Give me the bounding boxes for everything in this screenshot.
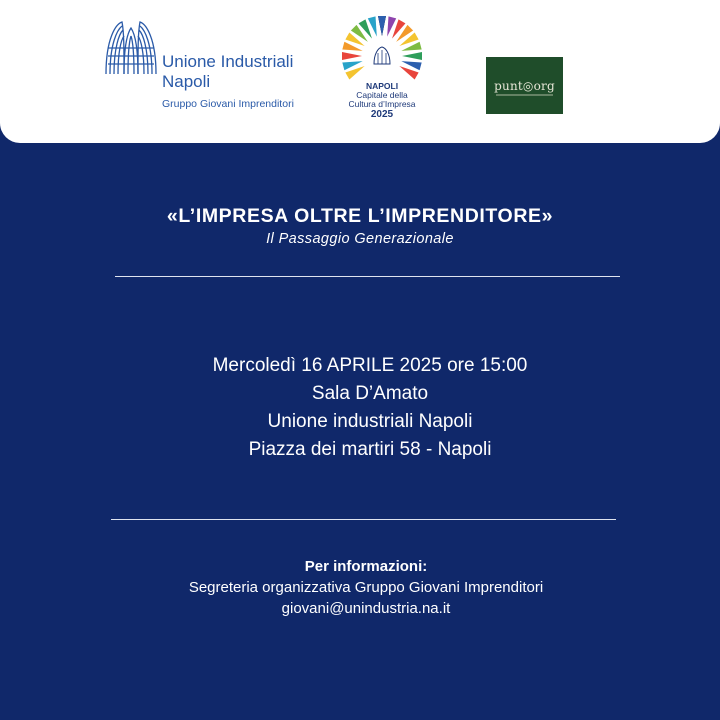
punto-org-logo — [486, 57, 563, 114]
logo-line-gruppo-giovani: Gruppo Giovani Imprenditori — [162, 98, 294, 110]
event-title-block — [0, 204, 720, 249]
unione-industriali-emblem-icon — [102, 18, 160, 76]
logo-napoli-year: 2025 — [370, 109, 394, 120]
divider-bottom — [111, 519, 616, 520]
divider-top — [115, 276, 620, 277]
contact-organization: Segreteria organizzativa Gruppo Giovani Imprenditori — [188, 579, 544, 596]
event-details — [0, 352, 720, 464]
header-banner — [0, 0, 720, 143]
event-subtitle: Il Passaggio Generazionale — [266, 231, 454, 247]
logo-napoli-line1: NAPOLI — [365, 81, 399, 91]
contact-heading: Per informazioni: — [304, 558, 428, 575]
event-date-time: Mercoledì 16 APRILE 2025 ore 15:00 — [212, 355, 528, 376]
capitale-cultura-text — [337, 82, 427, 121]
unione-industriali-wordmark — [162, 52, 294, 111]
logo-napoli-line2: Capitale della — [356, 90, 408, 100]
unione-industriali-logo — [102, 18, 302, 114]
logo-line-napoli: Napoli — [162, 72, 211, 91]
punto-org-wordmark: punt◎org — [494, 78, 555, 93]
contact-info — [0, 556, 720, 619]
event-title: «L’IMPRESA OLTRE L’IMPRENDITORE» — [166, 205, 554, 227]
event-venue: Unione industriali Napoli — [267, 411, 473, 432]
punto-org-tagline-decoration — [496, 94, 553, 96]
logo-line-unione-industriali: Unione Industriali — [162, 52, 294, 71]
event-address: Piazza dei martiri 58 - Napoli — [248, 439, 492, 460]
logo-napoli-line3: Cultura d’Impresa — [348, 99, 416, 109]
napoli-capitale-cultura-logo — [337, 14, 427, 124]
event-room: Sala D’Amato — [311, 383, 429, 404]
contact-email[interactable]: giovani@unindustria.na.it — [281, 600, 451, 617]
